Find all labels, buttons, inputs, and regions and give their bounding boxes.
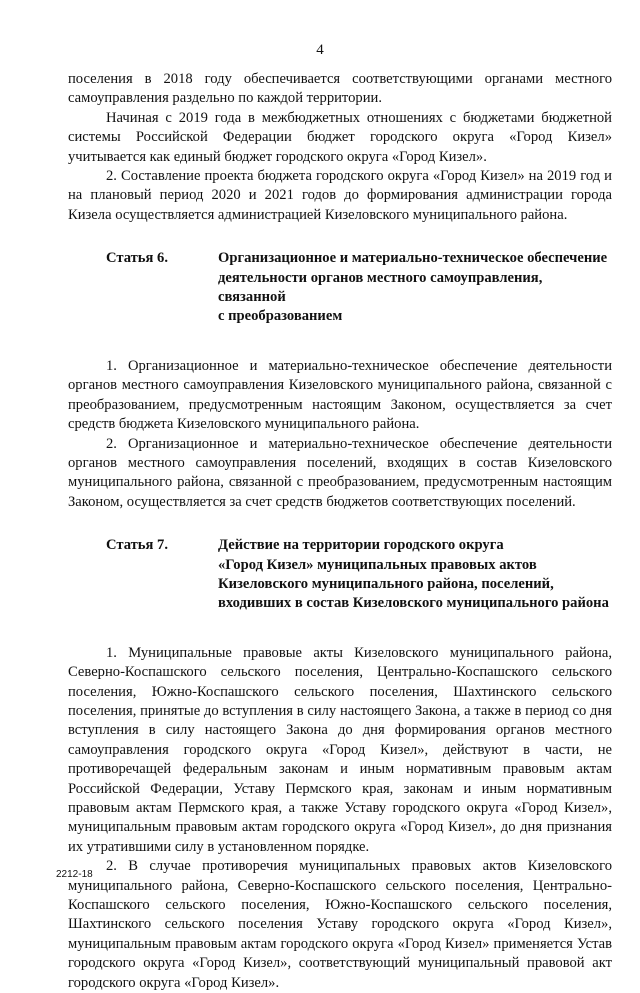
page-number: 4 (316, 42, 324, 58)
article-7-heading (68, 536, 612, 614)
article-7-title (218, 536, 612, 614)
article-6-heading (68, 249, 612, 327)
footer-code: 2212-18 (56, 869, 93, 880)
paragraph-budget-2019: Начиная с 2019 года в межбюджетных отношениях с бюджетами бюджетной системы Российской Федерации бюджет городского округа «Город Кизел» учитывается как единый бюджет городского округа «Город Кизел». (68, 109, 612, 165)
article-6-label: Статья 6. (106, 250, 168, 267)
document-body (68, 70, 612, 993)
paragraph-budget-draft: 2. Составление проекта бюджета городского округа «Город Кизел» на 2019 год и на плановый период 2020 и 2021 годов до формирования администрации города Кизела осуществляется администрацией Кизеловского муниципального района. (68, 168, 612, 223)
article-6-paragraph-1: 1. Организационное и материально-техническое обеспечение деятельности органов местного самоуправления Кизеловского муниципального района, связанной с преобразованием, предусмотренным настоящим Законом, осуществляется за счет средств бюджета Кизеловского муниципального района. (68, 357, 612, 433)
article-7-title-line: «Город Кизел» муниципальных правовых актов (218, 556, 537, 573)
article-7-title-line: Действие на территории городского округа (218, 537, 504, 554)
article-6-paragraph-2: 2. Организационное и материально-техническое обеспечение деятельности органов местного самоуправления поселений, входящих в состав Кизеловского муниципального района, связанной с преобразованием, предусмотренным настоящим Законом, осуществляется за счет средств бюджетов соответствующих поселений. (68, 435, 612, 510)
article-6-title (218, 249, 612, 327)
paragraph-continuation: поселения в 2018 году обеспечивается соответствующими органами местного самоуправления раздельно по каждой территории. (68, 71, 612, 107)
article-7-paragraph-1: 1. Муниципальные правовые акты Кизеловского муниципального района, Северно-Коспашского сельского поселения, Центрально-Коспашского сельского поселения, Южно-Коспашского сельского поселения, Шахтинского сельского поселения, принятые до вступления в силу настоящего Закона, а также в период со дня вступления в силу настоящего Закона до дня формирования органов местного самоуправления городского округа «Город Кизел», действуют в части, не противоречащей федеральным законам и иным нормативным правовым актам Российской Федерации, Уставу Пермского края, законам и иным нормативным правовым актам Пермского края, а также Уставу городского округа «Город Кизел», муниципальным правовым актам городского округа «Город Кизел», до дня признания их утратившими силу в установленном порядке. (68, 644, 612, 855)
article-7-label: Статья 7. (106, 537, 168, 554)
article-7-title-line: Кизеловского муниципального района, поселений, (218, 575, 554, 592)
article-7-title-line: входивших в состав Кизеловского муниципального района (218, 595, 609, 612)
article-7-paragraph-2: 2. В случае противоречия муниципальных правовых актов Кизеловского муниципального района, Северно-Коспашского сельского поселения, Центрально-Коспашского сельского поселения, Южно-Коспашского сельского поселения, Шахтинского сельского поселения Уставу городского округа «Город Кизел», муниципальным правовым актам городского округа «Город Кизел» применяется Устав городского округа «Город Кизел», соответствующий муниципальный правовой акт городского округа «Город Кизел». (68, 858, 612, 991)
article-6-title-line: с преобразованием (218, 308, 343, 325)
article-6-title-line: деятельности органов местного самоуправления, связанной (218, 269, 543, 306)
article-6-title-line: Организационное и материально-техническое обеспечение (218, 250, 608, 267)
